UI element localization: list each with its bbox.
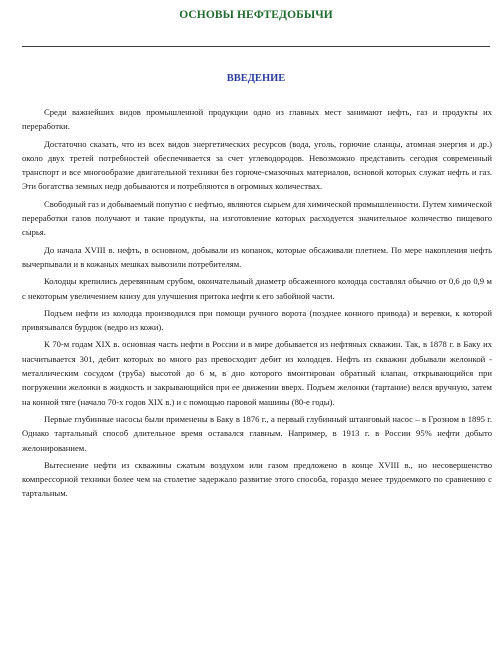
document-title: ОСНОВЫ НЕФТЕДОБЫЧИ	[179, 9, 333, 21]
paragraph: Первые глубинные насосы были применены в Баку в 1876 г., а первый глубинный штанговый насос – в Грозном в 1895 г. Однако тартальный способ длительное время оставался главным. Например, в 1913 г. в России 95% нефти добыто желонированием.	[22, 413, 492, 453]
section-heading: ВВЕДЕНИЕ	[226, 73, 286, 84]
paragraph: К 70-м годам XIX в. основная часть нефти в России и в мире добывается из нефтяных скважин. Так, в 1878 г. в Баку их насчитывается 301, дебит которых во много раз превосходит дебит из колодцев. Нефть из скважин добывали желонкой - металлическим сосудом (труба) высотой до 6 м, в дно которого вмонтирован обратный клапан, открывающийся при погружении желонки в жидкость и закрывающийся при ее движении вверх. Подъем желонки (тартание) велся вручную, затем на конной тяге (начало 70-х годов XIX в.) и с помощью паровой машины (80-е годы).	[22, 339, 492, 407]
body-text	[22, 105, 492, 501]
paragraph: Среди важнейших видов промышленной продукции одно из главных мест занимают нефть, газ и продукты их переработки.	[22, 107, 492, 132]
paragraph: Достаточно сказать, что из всех видов энергетических ресурсов (вода, уголь, горючие сланцы, атомная энергия и др.) около двух третей потребностей обеспечивается за счет углеводородов. Невозможно представить сегодня современный транспорт и все многообразие двигательной техники без горюче-смазочных материалов, основой которых служат нефть и газ. Эти богатства земных недр добываются и потребляются в огромных количествах.	[22, 138, 492, 192]
paragraph: Колодцы крепились деревянным срубом, окончательный диаметр обсаженного колодца составлял обычно от 0,6 до 0,9 м с некоторым увеличением книзу для улучшения притока нефти к его забойной части.	[22, 276, 492, 301]
title-divider	[22, 46, 490, 47]
paragraph: До начала XVIII в. нефть, в основном, добывали из копанок, которые обсаживали плетнем. По мере накопления нефть вычерпывали и в кожаных мешках вывозили потребителям.	[22, 244, 492, 269]
paragraph: Вытеснение нефти из скважины сжатым воздухом или газом предложено в конце XVIII в., но несовершенство компрессорной техники более чем на столетие задержало развитие этого способа, гораздо менее трудоемкого по сравнению с тартальным.	[22, 459, 492, 499]
paragraph: Свободный газ и добываемый попутно с нефтью, являются сырьем для химической промышленности. Путем химической переработки газов получают и такие продукты, на изготовление которых расходуется значительное количество пищевого сырья.	[22, 198, 492, 238]
paragraph: Подъем нефти из колодца производился при помощи ручного ворота (позднее конного привода) и веревки, к которой привязывался бурдюк (ведро из кожи).	[22, 307, 492, 333]
